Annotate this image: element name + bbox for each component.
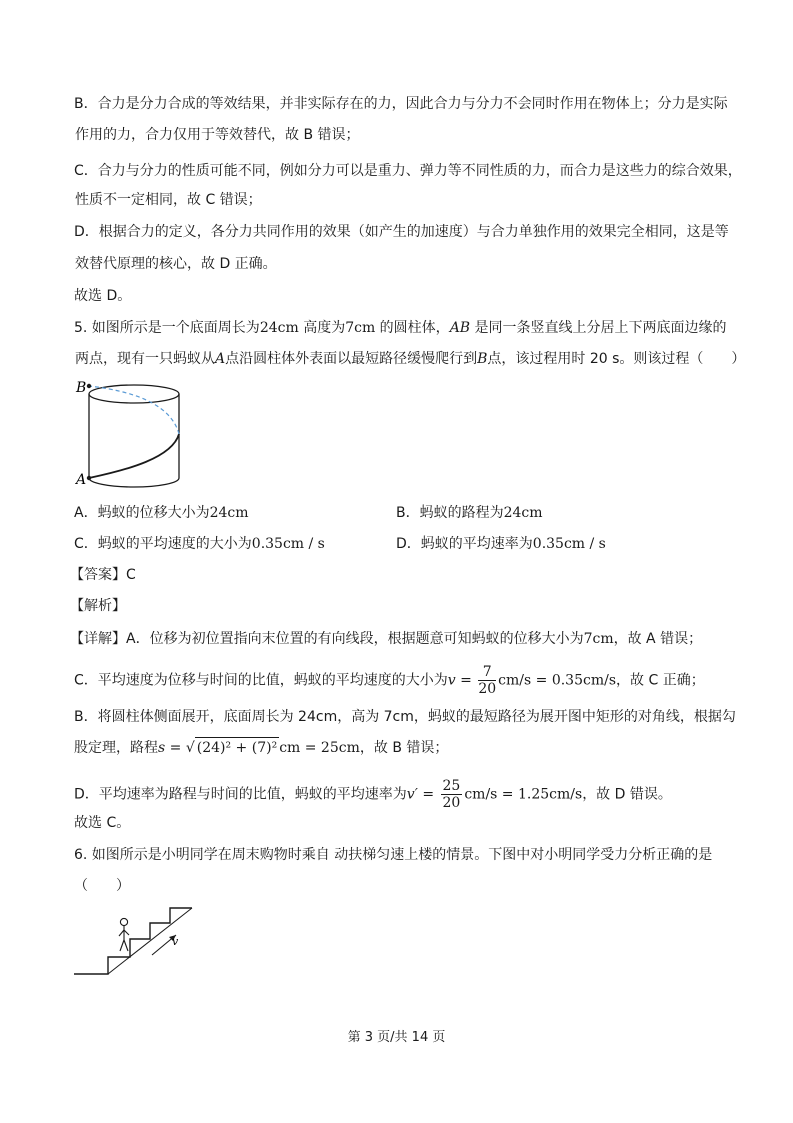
q4-option-d-line1: D．根据合力的定义，各分力共同作用的效果（如产生的加速度）与合力单独作用的效果完全相同，这是等 bbox=[74, 224, 729, 240]
cylinder-bottom-arc bbox=[89, 478, 179, 487]
q5-detail-a: 【详解】A．位移为初位置指向末位置的有向线段，根据题意可知蚂蚁的位移大小为7cm，故 A 错误； bbox=[70, 631, 703, 647]
q5-detail-d: D．平均速率为路程与时间的比值，蚂蚁的平均速率为v′ = $\frac{25}{20}$ cm/s = 1.25cm/s，故 D 错误。 bbox=[74, 778, 672, 811]
person-head bbox=[120, 918, 127, 925]
q6-stem-line2: （ ） bbox=[74, 878, 130, 894]
label-a: A bbox=[76, 472, 87, 488]
q5-stem-line1: 5. 如图所示是一个底面周长为24cm 高度为7cm 的圆柱体，AB 是同一条竖直线上分居上下两底面边缘的 bbox=[74, 320, 727, 336]
velocity-label: v bbox=[172, 935, 179, 948]
q5-option-b: B．蚂蚁的路程为24cm bbox=[396, 505, 543, 521]
q4-option-c-line2: 性质不一定相同，故 C 错误； bbox=[75, 192, 262, 208]
q5-choose: 故选 C。 bbox=[74, 815, 131, 831]
q4-option-d-line2: 效替代原理的核心，故 D 正确。 bbox=[75, 256, 277, 272]
q5-analysis-tag: 【解析】 bbox=[70, 598, 126, 614]
q5-detail-b-line1: B．将圆柱体侧面展开，底面周长为 24cm，高为 7cm，蚂蚁的最短路径为展开图中矩形的对角线，根据勾 bbox=[74, 709, 736, 725]
escalator-rail bbox=[108, 908, 192, 974]
escalator-figure bbox=[72, 903, 197, 978]
q5-option-a: A．蚂蚁的位移大小为24cm bbox=[74, 505, 249, 521]
q5-answer: 【答案】C bbox=[70, 567, 136, 583]
q5-stem-line2: 两点，现有一只蚂蚁从A点沿圆柱体外表面以最短路径缓慢爬行到B点，该过程用时 20 s。则该过程（ ） bbox=[75, 351, 746, 367]
q5-option-c: C．蚂蚁的平均速度的大小为0.35cm / s bbox=[74, 536, 325, 552]
fraction-7-20: $\frac{7}{20}$ bbox=[478, 664, 497, 697]
point-a-dot bbox=[87, 476, 91, 480]
q4-option-b-line1: B．合力是分力合成的等效结果，并非实际存在的力，因此合力与分力不会同时作用在物体上；分力是实际 bbox=[74, 96, 728, 112]
q5-detail-b-line2: 股定理，路程s = √ (24)² + (7)² cm = 25cm，故 B 错误； bbox=[74, 737, 448, 758]
q4-choose: 故选 D。 bbox=[74, 288, 132, 304]
sqrt-expression: (24)² + (7)² bbox=[195, 737, 279, 758]
label-b: B bbox=[76, 380, 87, 396]
ant-path-back-dashed bbox=[89, 386, 179, 434]
q5-detail-c: C．平均速度为位移与时间的比值，蚂蚁的平均速度的大小为v = $\frac{7}{20}$ cm/s = 0.35cm/s，故 C 正确； bbox=[74, 664, 705, 697]
q5-option-d: D．蚂蚁的平均速率为0.35cm / s bbox=[396, 536, 606, 552]
page-footer: 第 3 页/共 14 页 bbox=[347, 1030, 446, 1045]
q4-option-b-line2: 作用的力，合力仅用于等效替代，故 B 错误； bbox=[75, 127, 360, 143]
q4-option-c-line1: C．合力与分力的性质可能不同，例如分力可以是重力、弹力等不同性质的力，而合力是这些力的综合效果， bbox=[74, 163, 742, 179]
point-b-dot bbox=[87, 384, 91, 388]
cylinder-figure bbox=[72, 378, 187, 490]
ant-path-front bbox=[89, 434, 179, 478]
q6-stem-line1: 6. 如图所示是小明同学在周末购物时乘自 动扶梯匀速上楼的情景。下图中对小明同学受力分析正确的是 bbox=[74, 847, 713, 863]
fraction-25-20: $\frac{25}{20}$ bbox=[442, 778, 461, 811]
